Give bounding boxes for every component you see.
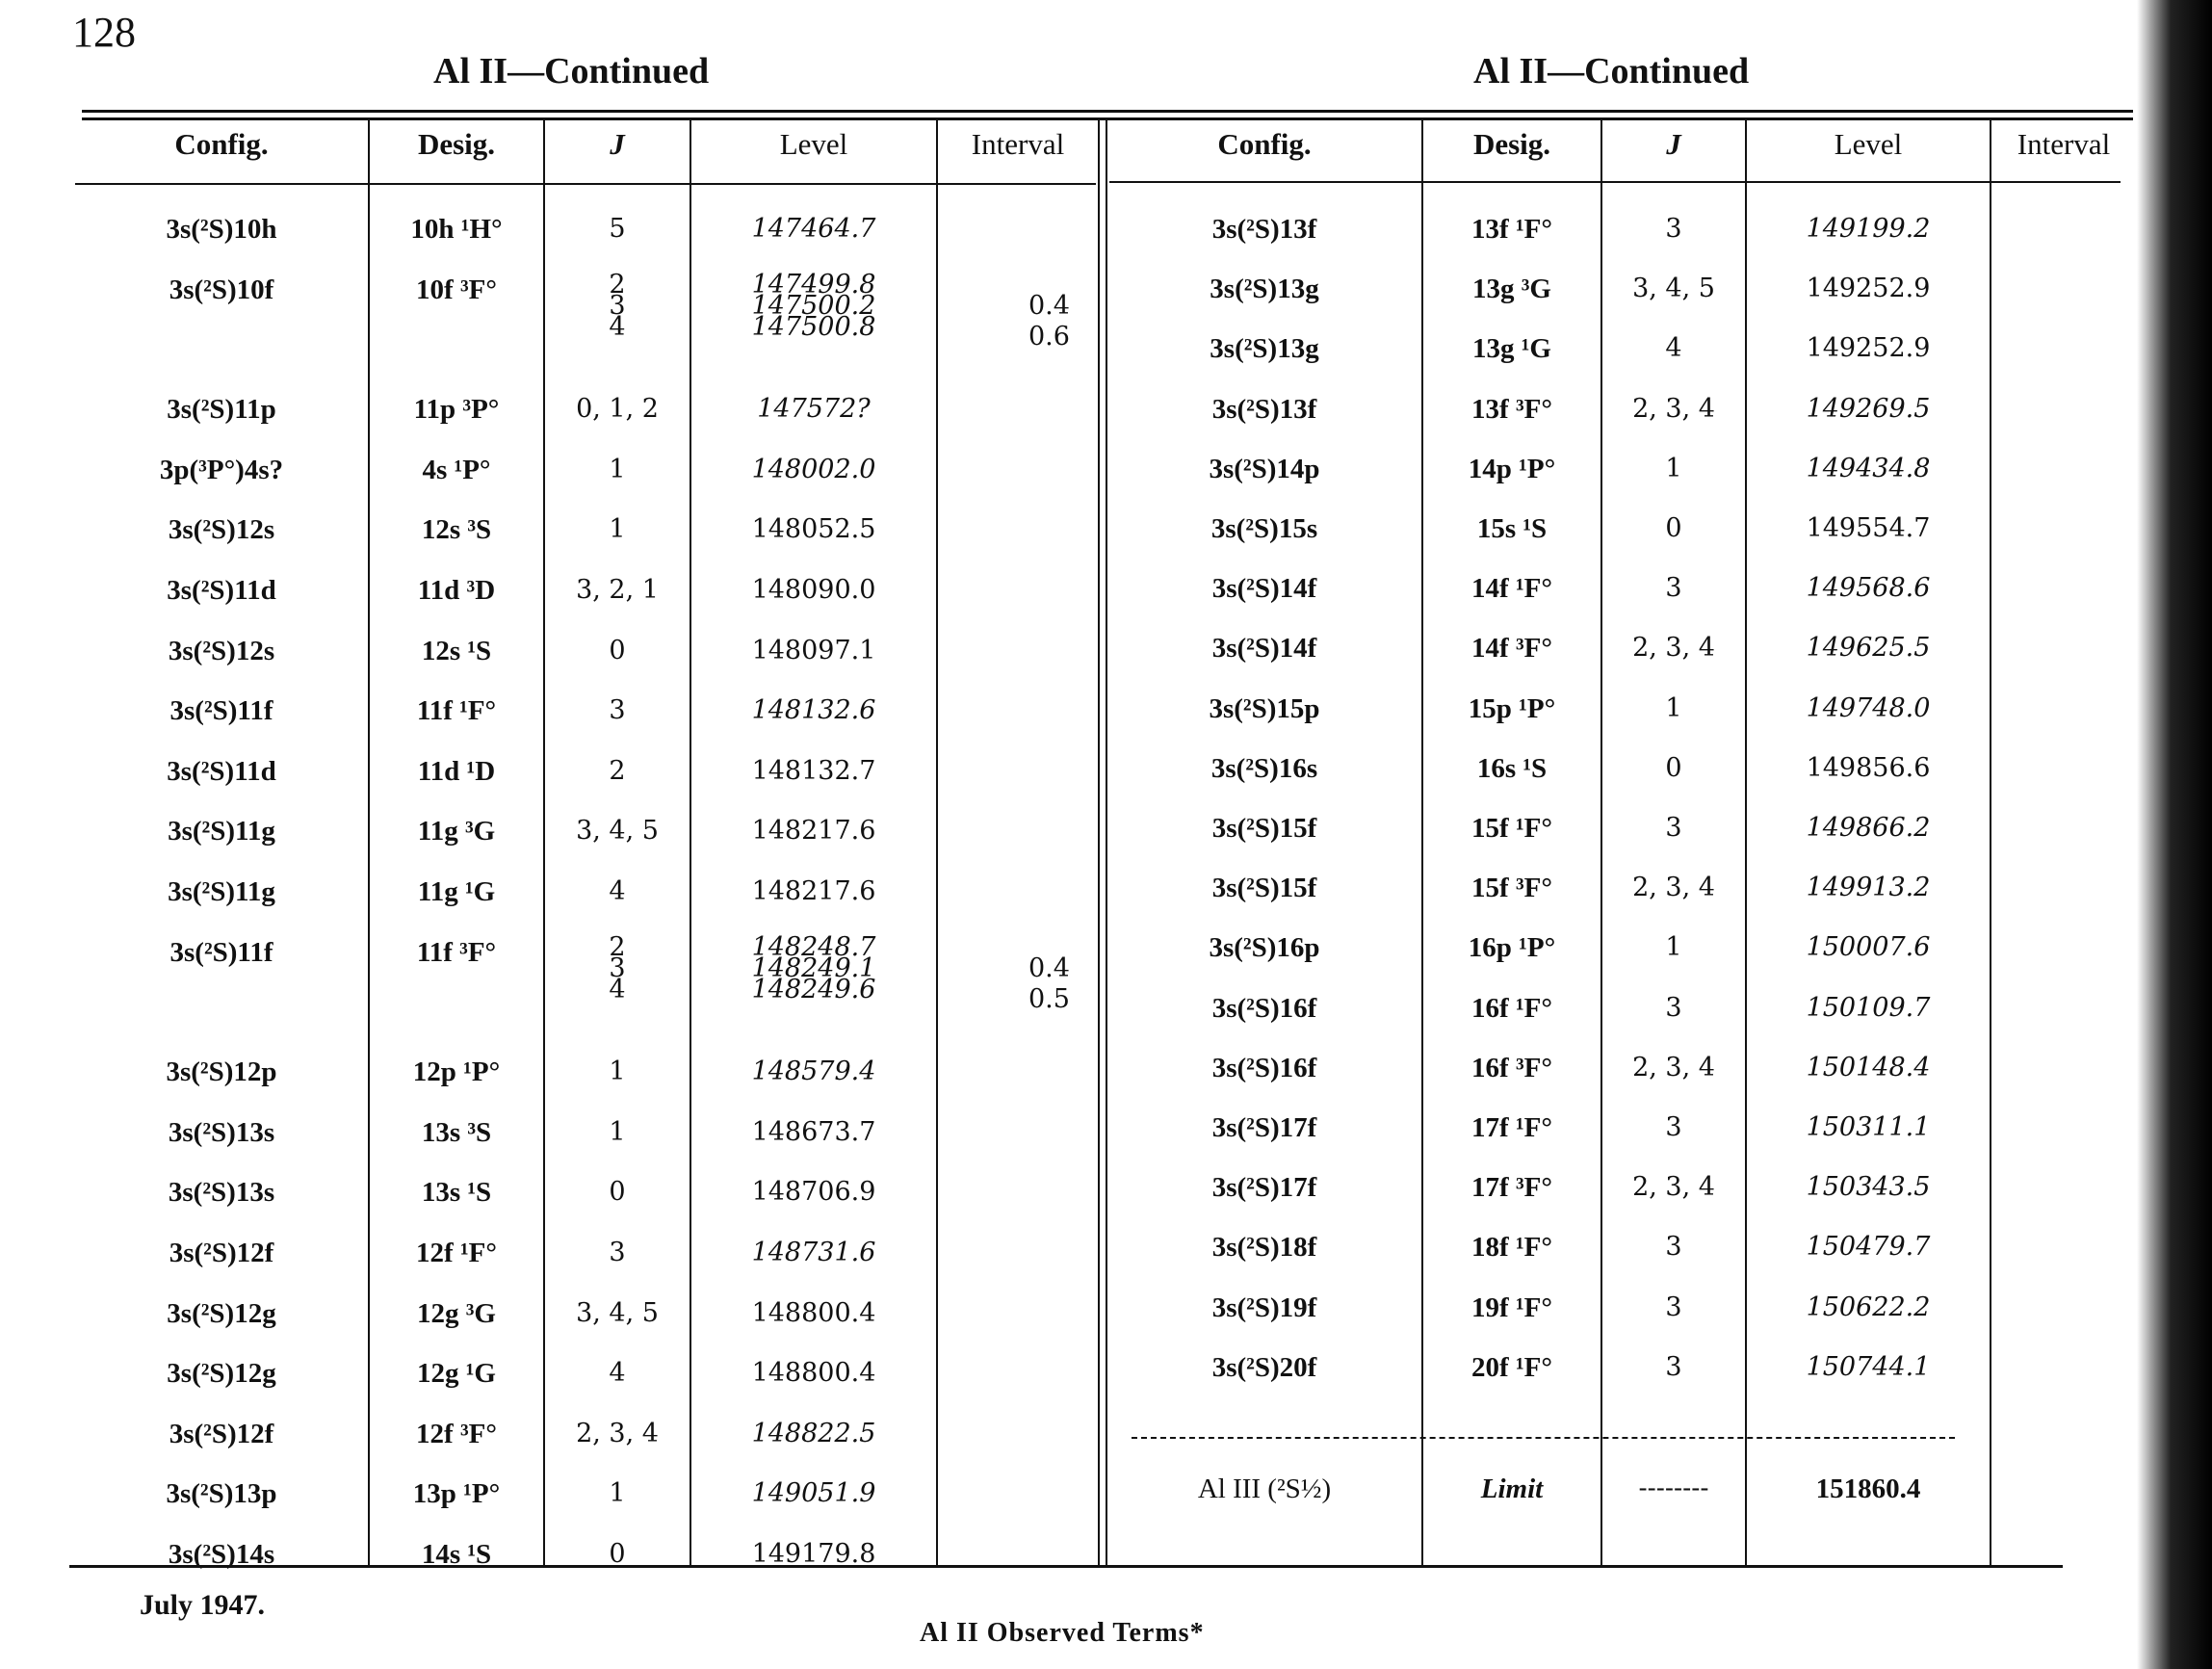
left-config-19: 3s(²S)13p: [166, 1478, 277, 1510]
right-config-12: 3s(²S)16p: [1209, 932, 1320, 964]
left-level-14: 148706.9: [751, 1177, 876, 1208]
left-level-20: 149179.8: [751, 1539, 876, 1569]
right-config-13: 3s(²S)16f: [1211, 992, 1317, 1024]
left-desig-13: 13s ³S: [421, 1116, 492, 1148]
left-level-12: 148579.4: [751, 1056, 876, 1087]
right-config-8: 3s(²S)15p: [1209, 692, 1320, 724]
interval-10f: 0.4 0.6: [1028, 291, 1070, 352]
vline-4: [936, 120, 938, 1565]
header-desig-right: Desig.: [1472, 127, 1551, 161]
left-desig-11: 11f ³F°: [416, 936, 497, 968]
bottom-rule: [69, 1565, 2063, 1568]
left-level-1: 147499.8 147500.2 147500.8: [751, 269, 876, 342]
left-desig-17: 12g ¹G: [416, 1358, 496, 1390]
header-level-right: Level: [1834, 127, 1903, 161]
left-desig-8: 11d ¹D: [417, 755, 496, 787]
interval-11f: 0.4 0.5: [1028, 953, 1070, 1014]
left-j-14: 0: [609, 1177, 626, 1208]
left-config-20: 3s(²S)14s: [168, 1539, 275, 1570]
left-level-15: 148731.6: [751, 1238, 876, 1267]
right-desig-13: 16f ¹F°: [1471, 992, 1552, 1024]
left-config-6: 3s(²S)12s: [168, 635, 275, 666]
left-level-16: 148800.4: [751, 1297, 876, 1328]
left-config-9: 3s(²S)11g: [168, 816, 275, 848]
vline-5a: [1098, 120, 1100, 1565]
left-desig-2: 11p ³P°: [413, 394, 500, 426]
left-j-10: 4: [609, 876, 626, 906]
left-config-4: 3s(²S)12s: [168, 514, 275, 546]
left-j-8: 2: [609, 755, 626, 786]
right-level-19: 150744.1: [1806, 1351, 1931, 1382]
right-desig-15: 17f ¹F°: [1471, 1112, 1552, 1143]
left-config-0: 3s(²S)10h: [166, 214, 277, 245]
right-config-2: 3s(²S)13g: [1210, 333, 1319, 365]
left-j-16: 3, 4, 5: [576, 1297, 659, 1328]
right-desig-12: 16p ¹P°: [1468, 932, 1556, 964]
right-j-17: 3: [1665, 1232, 1682, 1263]
right-j-18: 3: [1665, 1291, 1682, 1322]
left-level-7: 148132.6: [751, 695, 876, 726]
left-desig-4: 12s ³S: [421, 514, 492, 546]
left-config-10: 3s(²S)11g: [168, 876, 275, 907]
left-desig-16: 12g ³G: [416, 1297, 496, 1329]
left-j-17: 4: [609, 1358, 626, 1389]
right-level-4: 149434.8: [1806, 453, 1931, 483]
right-j-15: 3: [1665, 1112, 1682, 1142]
right-config-14: 3s(²S)16f: [1211, 1052, 1317, 1083]
right-level-14: 150148.4: [1806, 1052, 1931, 1082]
left-config-11: 3s(²S)11f: [169, 936, 273, 968]
left-j-7: 3: [609, 695, 626, 726]
right-config-9: 3s(²S)16s: [1210, 752, 1318, 784]
left-config-8: 3s(²S)11d: [167, 755, 276, 787]
left-desig-19: 13p ¹P°: [412, 1478, 501, 1510]
right-desig-4: 14p ¹P°: [1468, 453, 1556, 484]
header-j-right: J: [1666, 127, 1681, 161]
right-desig-7: 14f ³F°: [1471, 633, 1552, 665]
right-j-5: 0: [1665, 513, 1682, 543]
left-j-2: 0, 1, 2: [576, 394, 659, 425]
right-j-2: 4: [1665, 333, 1682, 364]
right-level-3: 149269.5: [1806, 393, 1931, 424]
left-config-16: 3s(²S)12g: [167, 1297, 276, 1329]
right-desig-8: 15p ¹P°: [1468, 692, 1556, 724]
right-j-8: 1: [1665, 692, 1682, 723]
left-level-5: 148090.0: [751, 575, 876, 605]
right-j-14: 2, 3, 4: [1632, 1052, 1715, 1082]
top-rule-2: [82, 117, 2133, 120]
header-config-right: Config.: [1217, 127, 1312, 161]
right-j-13: 3: [1665, 992, 1682, 1023]
limit-desig: Limit: [1480, 1473, 1544, 1504]
left-desig-6: 12s ¹S: [421, 635, 492, 666]
left-config-3: 3p(³P°)4s?: [159, 454, 284, 485]
footer-date: July 1947.: [140, 1589, 266, 1621]
left-level-2: 147572?: [757, 394, 871, 425]
right-level-0: 149199.2: [1806, 214, 1931, 244]
left-j-11: 2 3 4: [609, 931, 626, 1004]
left-level-10: 148217.6: [751, 876, 876, 906]
left-level-8: 148132.7: [751, 755, 876, 786]
left-j-6: 0: [609, 635, 626, 665]
right-config-5: 3s(²S)15s: [1210, 513, 1318, 544]
right-level-2: 149252.9: [1806, 333, 1931, 364]
left-level-19: 149051.9: [751, 1478, 876, 1509]
left-desig-7: 11f ¹F°: [416, 695, 497, 727]
left-level-6: 148097.1: [751, 635, 876, 665]
left-config-2: 3s(²S)11p: [167, 394, 276, 426]
right-config-0: 3s(²S)13f: [1211, 214, 1317, 245]
right-desig-19: 20f ¹F°: [1471, 1351, 1552, 1383]
limit-j: --------: [1638, 1473, 1709, 1503]
top-rule-1: [82, 110, 2133, 113]
right-config-19: 3s(²S)20f: [1211, 1351, 1317, 1383]
left-desig-12: 12p ¹P°: [412, 1056, 501, 1088]
right-level-6: 149568.6: [1806, 573, 1931, 604]
left-j-15: 3: [609, 1238, 626, 1267]
right-desig-5: 15s ¹S: [1476, 513, 1548, 544]
right-desig-11: 15f ³F°: [1471, 873, 1552, 904]
right-desig-14: 16f ³F°: [1471, 1052, 1552, 1083]
scan-edge: [2137, 0, 2212, 1669]
left-desig-3: 4s ¹P°: [422, 454, 491, 485]
left-desig-5: 11d ³D: [417, 575, 496, 606]
right-level-12: 150007.6: [1806, 932, 1931, 963]
left-level-4: 148052.5: [751, 514, 876, 545]
right-config-7: 3s(²S)14f: [1211, 633, 1317, 665]
right-level-8: 149748.0: [1806, 692, 1931, 723]
header-j-left: J: [610, 127, 625, 161]
right-config-1: 3s(²S)13g: [1210, 274, 1319, 305]
right-level-16: 150343.5: [1806, 1172, 1931, 1203]
left-level-17: 148800.4: [751, 1358, 876, 1389]
right-j-1: 3, 4, 5: [1632, 274, 1715, 304]
right-config-10: 3s(²S)15f: [1211, 813, 1317, 844]
right-desig-9: 16s ¹S: [1476, 752, 1548, 784]
header-interval-right: Interval: [2017, 127, 2111, 161]
left-config-14: 3s(²S)13s: [168, 1177, 275, 1209]
left-level-3: 148002.0: [751, 454, 876, 484]
left-j-3: 1: [609, 454, 626, 484]
right-j-4: 1: [1665, 453, 1682, 483]
right-j-10: 3: [1665, 813, 1682, 843]
left-j-9: 3, 4, 5: [576, 816, 659, 847]
header-desig-left: Desig.: [417, 127, 496, 161]
right-j-7: 2, 3, 4: [1632, 633, 1715, 664]
left-j-19: 1: [609, 1478, 626, 1509]
right-level-7: 149625.5: [1806, 633, 1931, 664]
header-rule-left: [75, 183, 1096, 185]
right-desig-2: 13g ¹G: [1471, 333, 1551, 365]
header-level-left: Level: [779, 127, 848, 161]
right-j-11: 2, 3, 4: [1632, 873, 1715, 903]
right-config-18: 3s(²S)19f: [1211, 1291, 1317, 1323]
left-desig-9: 11g ³G: [417, 816, 496, 848]
left-level-18: 148822.5: [751, 1418, 876, 1448]
right-desig-1: 13g ³G: [1471, 274, 1551, 305]
left-level-11: 148248.7 148249.1 148249.6: [751, 931, 876, 1004]
right-level-1: 149252.9: [1806, 274, 1931, 304]
right-j-12: 1: [1665, 932, 1682, 963]
left-level-9: 148217.6: [751, 816, 876, 847]
right-desig-6: 14f ¹F°: [1471, 573, 1552, 605]
left-config-17: 3s(²S)12g: [167, 1358, 276, 1390]
vline-9: [1990, 120, 1991, 1565]
left-j-4: 1: [609, 514, 626, 545]
footer-title: Al II Observed Terms*: [920, 1618, 1205, 1648]
right-level-10: 149866.2: [1806, 813, 1931, 843]
left-title: Al II—Continued: [433, 51, 710, 91]
header-interval-left: Interval: [971, 127, 1065, 161]
right-desig-17: 18f ¹F°: [1471, 1232, 1552, 1264]
left-desig-10: 11g ¹G: [417, 876, 496, 907]
left-config-12: 3s(²S)12p: [166, 1056, 277, 1088]
right-config-6: 3s(²S)14f: [1211, 573, 1317, 605]
right-config-11: 3s(²S)15f: [1211, 873, 1317, 904]
left-config-7: 3s(²S)11f: [169, 695, 273, 727]
left-j-13: 1: [609, 1116, 626, 1147]
right-level-15: 150311.1: [1806, 1112, 1931, 1142]
page-number: 128: [72, 9, 136, 56]
right-j-3: 2, 3, 4: [1632, 393, 1715, 424]
right-level-9: 149856.6: [1806, 752, 1931, 783]
left-j-12: 1: [609, 1056, 626, 1087]
right-j-0: 3: [1665, 214, 1682, 244]
limit-level: 151860.4: [1815, 1473, 1921, 1504]
right-config-15: 3s(²S)17f: [1211, 1112, 1317, 1143]
right-desig-16: 17f ³F°: [1471, 1172, 1552, 1204]
right-desig-0: 13f ¹F°: [1471, 214, 1552, 245]
right-j-9: 0: [1665, 752, 1682, 783]
right-level-5: 149554.7: [1806, 513, 1931, 543]
left-j-5: 3, 2, 1: [576, 575, 659, 605]
left-config-18: 3s(²S)12f: [169, 1418, 274, 1449]
right-config-4: 3s(²S)14p: [1209, 453, 1320, 484]
left-desig-18: 12f ³F°: [416, 1418, 497, 1449]
limit-dash-line: [1132, 1437, 1955, 1439]
left-j-18: 2, 3, 4: [576, 1418, 659, 1448]
left-desig-15: 12f ¹F°: [416, 1238, 497, 1268]
left-j-1: 2 3 4: [609, 269, 626, 342]
right-config-16: 3s(²S)17f: [1211, 1172, 1317, 1204]
left-desig-0: 10h ¹H°: [410, 214, 503, 245]
right-level-11: 149913.2: [1806, 873, 1931, 903]
right-config-17: 3s(²S)18f: [1211, 1232, 1317, 1264]
left-level-0: 147464.7: [751, 214, 876, 244]
right-level-13: 150109.7: [1806, 992, 1931, 1023]
right-config-3: 3s(²S)13f: [1211, 393, 1317, 425]
left-config-5: 3s(²S)11d: [167, 575, 276, 606]
left-level-13: 148673.7: [751, 1116, 876, 1147]
left-desig-1: 10f ³F°: [416, 274, 497, 305]
right-j-6: 3: [1665, 573, 1682, 604]
left-config-15: 3s(²S)12f: [169, 1238, 274, 1268]
right-level-17: 150479.7: [1806, 1232, 1931, 1263]
right-j-16: 2, 3, 4: [1632, 1172, 1715, 1203]
right-title: Al II—Continued: [1473, 51, 1750, 91]
left-desig-20: 14s ¹S: [421, 1539, 492, 1570]
right-desig-18: 19f ¹F°: [1471, 1291, 1552, 1323]
header-config-left: Config.: [174, 127, 269, 161]
right-level-18: 150622.2: [1806, 1291, 1931, 1322]
right-desig-10: 15f ¹F°: [1471, 813, 1552, 844]
right-j-19: 3: [1665, 1351, 1682, 1382]
header-rule-right: [1109, 181, 2121, 183]
left-desig-14: 13s ¹S: [421, 1177, 492, 1209]
right-desig-3: 13f ³F°: [1471, 393, 1552, 425]
left-j-20: 0: [609, 1539, 626, 1569]
left-j-0: 5: [609, 214, 626, 244]
left-config-1: 3s(²S)10f: [169, 274, 274, 305]
limit-config: Al III (²S½): [1197, 1473, 1332, 1504]
left-config-13: 3s(²S)13s: [168, 1116, 275, 1148]
